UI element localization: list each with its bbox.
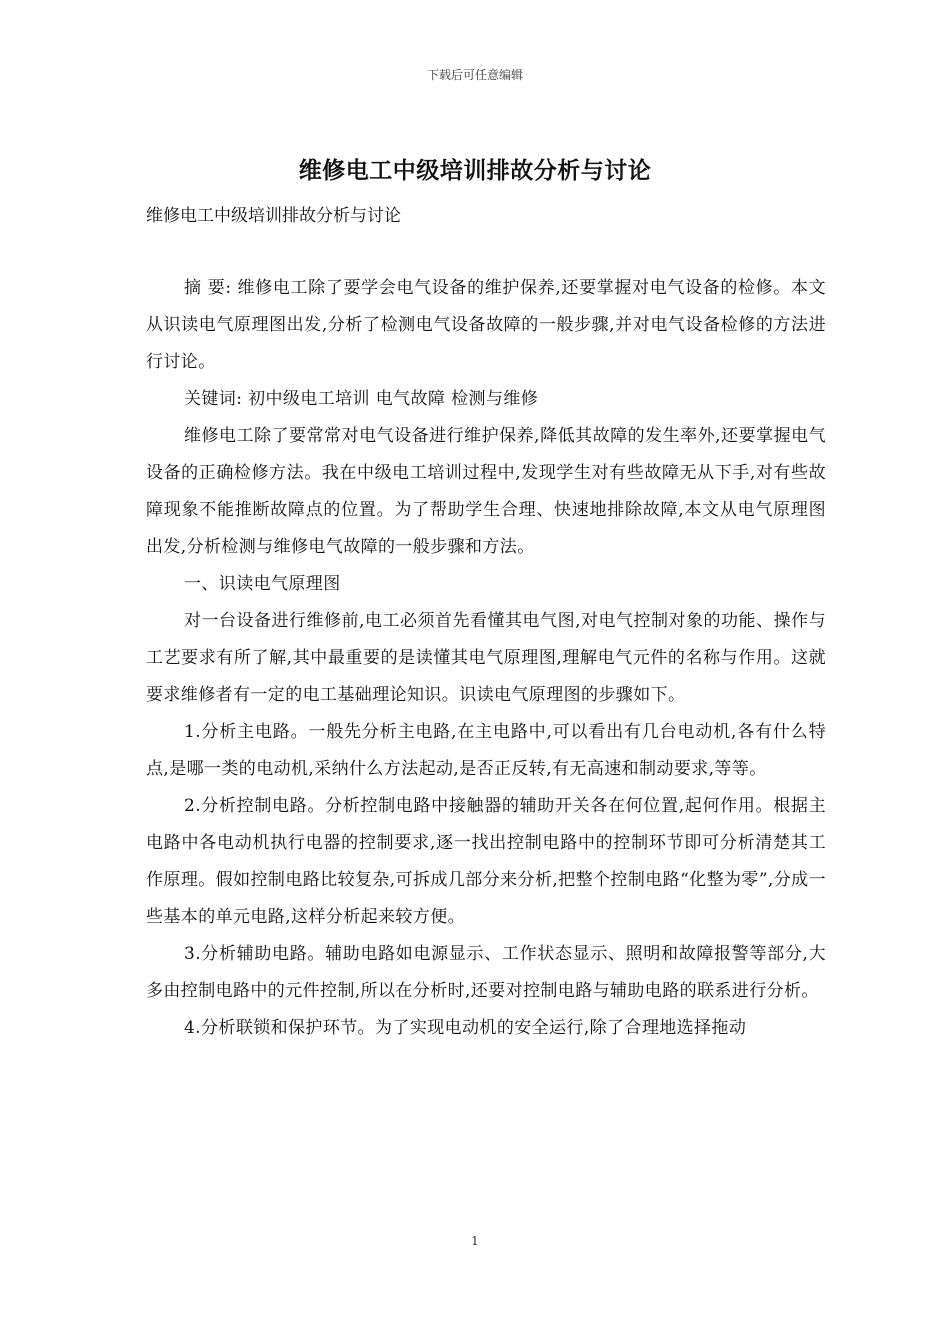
body-paragraph: 对一台设备进行维修前,电工必须首先看懂其电气图,对电气控制对象的功能、操作与工艺要求有所了解,其中最重要的是读懂其电气原理图,理解电气元件的名称与作用。这就要求维修者有一定的电工基础理论知识。识读电气原理图的步骤如下。 bbox=[146, 611, 826, 705]
document-title: 维修电工中级培训排故分析与讨论 bbox=[298, 157, 652, 184]
document-body bbox=[146, 270, 826, 1047]
page-header: 下载后可任意编辑 bbox=[426, 68, 523, 82]
list-item-interlock: 4.分析联锁和保护环节。为了实现电动机的安全运行,除了合理地选择拖动 bbox=[184, 1018, 747, 1038]
section-heading: 一、识读电气原理图 bbox=[184, 574, 341, 594]
keywords-paragraph: 关键词: 初中级电工培训 电气故障 检测与维修 bbox=[184, 389, 539, 409]
abstract-paragraph: 摘 要: 维修电工除了要学会电气设备的维护保养,还要掌握对电气设备的检修。本文从识读电气原理图出发,分析了检测电气设备故障的一般步骤,并对电气设备检修的方法进行讨论。 bbox=[146, 278, 826, 372]
list-item-auxiliary-circuit: 3.分析辅助电路。辅助电路如电源显示、工作状态显示、照明和故障报警等部分,大多由控制电路中的元件控制,所以在分析时,还要对控制电路与辅助电路的联系进行分析。 bbox=[146, 944, 826, 1001]
document-subtitle: 维修电工中级培训排故分析与讨论 bbox=[146, 206, 401, 226]
list-item-main-circuit: 1.分析主电路。一般先分析主电路,在主电路中,可以看出有几台电动机,各有什么特点,是哪一类的电动机,采纳什么方法起动,是否正反转,有无高速和制动要求,等等。 bbox=[146, 722, 826, 779]
intro-paragraph: 维修电工除了要常常对电气设备进行维护保养,降低其故障的发生率外,还要掌握电气设备的正确检修方法。我在中级电工培训过程中,发现学生对有些故障无从下手,对有些故障现象不能推断故障点的位置。为了帮助学生合理、快速地排除故障,本文从电气原理图出发,分析检测与维修电气故障的一般步骤和方法。 bbox=[146, 426, 826, 557]
list-item-control-circuit: 2.分析控制电路。分析控制电路中接触器的辅助开关各在何位置,起何作用。根据主电路中各电动机执行电器的控制要求,逐一找出控制电路中的控制环节即可分析清楚其工作原理。假如控制电路比较复杂,可拆成几部分来分析,把整个控制电路“化整为零”,分成一些基本的单元电路,这样分析起来较方便。 bbox=[146, 796, 826, 927]
page-number: 1 bbox=[471, 1234, 479, 1248]
